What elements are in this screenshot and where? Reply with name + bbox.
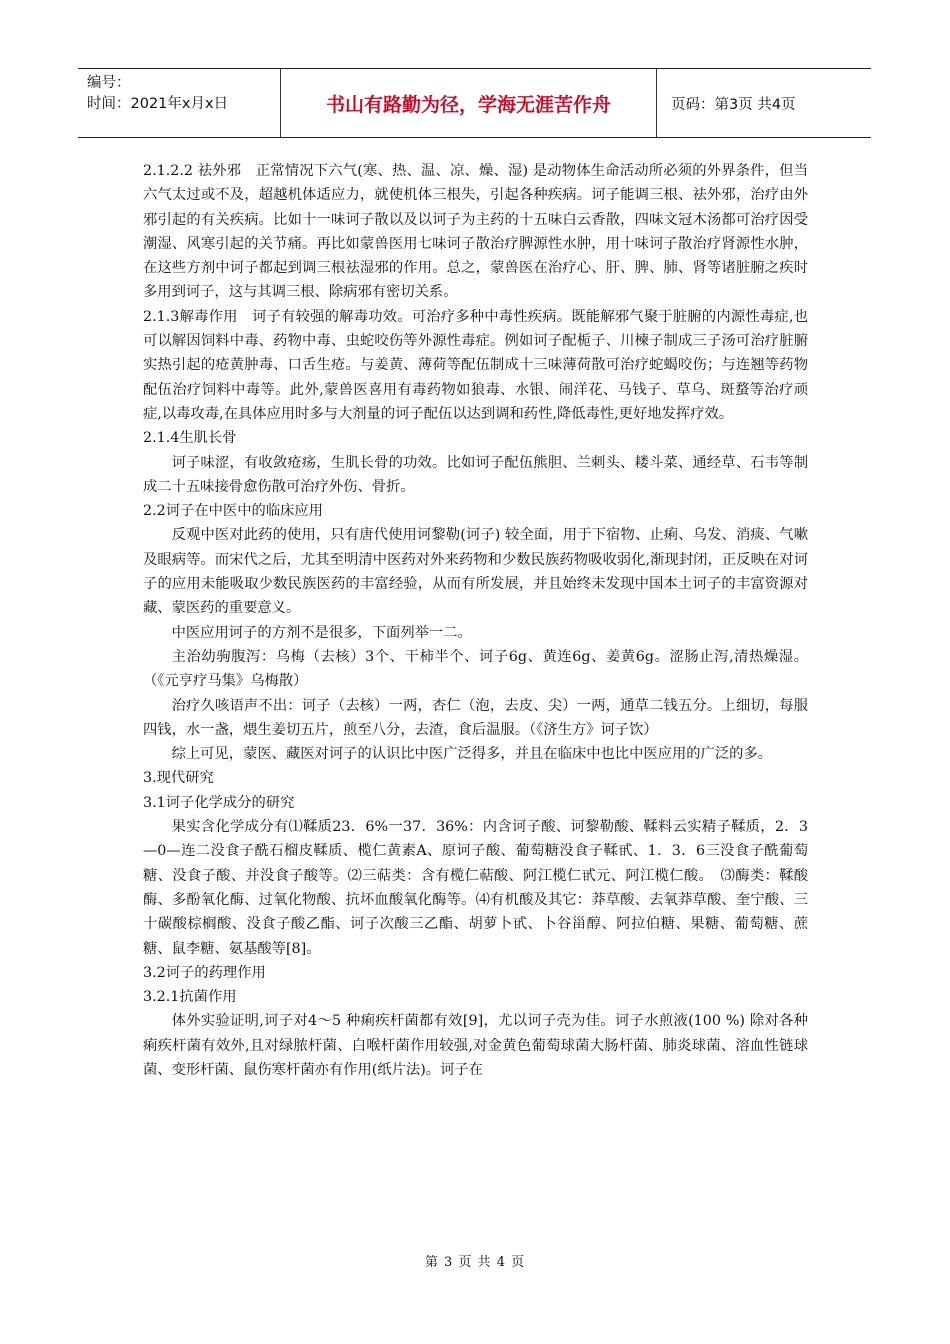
paragraph: 体外实验证明,诃子对4～5 种痢疾杆菌都有效[9]，尤以诃子壳为佳。诃子水煎液(100 %) 除对各种痢疾杆菌有效外,且对绿脓杆菌、白喉杆菌作用较强,对金黄色葡萄球菌大肠杆菌、肺炎球菌、溶血性链球菌、变形杆菌、鼠伤寒杆菌亦有作用(纸片法)。诃子在 (143, 1013, 808, 1078)
header-motto: 书山有路勤为径，学海无涯苦作舟 (280, 69, 657, 137)
section-heading: 3.2诃子的药理作用 (143, 964, 266, 981)
paragraph: 中医应用诃子的方剂不是很多，下面列举一二。 (171, 624, 472, 641)
paragraph: 主治幼驹腹泻：乌梅（去核）3个、干柿半个、诃子6g、黄连6g、姜黄6g。涩肠止泻,清热燥湿。（《元亨疗马集》乌梅散） (143, 648, 808, 690)
page-header (78, 68, 871, 138)
header-meta (78, 69, 280, 137)
document-number-label: 编号： (87, 75, 131, 91)
section-heading: 3.2.1抗菌作用 (143, 989, 237, 1006)
paragraph: 果实含化学成分有⑴鞣质23．6%一37．36%：内含诃子酸、诃黎勒酸、鞣料云实精子鞣质，2．3—0—连二没食子酰石榴皮鞣质、榄仁黄素A、原诃子酸、葡萄糖没食子鞣甙、1．3．6三没食子酰葡萄糖、没食子酸、并没食子酸等。⑵三萜类：含有榄仁萜酸、阿江榄仁甙元、阿江榄仁酸。 ⑶酶类：鞣酸酶、多酚氧化酶、过氧化物酸、抗坏血酸氧化酶等。⑷有机酸及其它：莽草酸、去氧莽草酸、奎宁酸、三十碳酸棕榈酸、没食子酸乙酯、诃子次酸三乙酯、胡萝卜甙、卜谷甾醇、阿拉伯糖、果糖、葡萄糖、蔗糖、鼠李糖、氨基酸等[8]。 (143, 819, 808, 957)
section-heading: 2.2诃子在中医中的临床应用 (143, 503, 324, 520)
paragraph: 综上可见，蒙医、藏医对诃子的认识比中医广泛得多，并且在临床中也比中医应用的广泛的多。 (171, 746, 773, 763)
paragraph: 2.1.2.2 祛外邪 正常情况下六气(寒、热、温、凉、燥、湿) 是动物体生命活动所必须的外界条件，但当六气太过或不及，超越机体适应力，就使机体三根失，引起各种疾病。诃子能调三根、祛外邪，治疗由外邪引起的有关疾病。比如十一味诃子散以及以诃子为主药的十五味白云香散，四味文冠木汤都可治疗因受潮湿、风寒引起的关节痛。再比如蒙兽医用七味诃子散治疗脾源性水肿，用十味诃子散治疗肾源性水肿，在这些方剂中诃子都起到调三根祛湿邪的作用。总之，蒙兽医在治疗心、肝、脾、肺、肾等诸脏腑之疾时多用到诃子，这与其调三根、除病邪有密切关系。 (143, 163, 808, 301)
header-page-number: 页码：第3页 共4页 (671, 96, 796, 113)
paragraph: 治疗久咳语声不出：诃子（去核）一两，杏仁（泡，去皮、尖）一两，通草二钱五分。上细切，每服四钱，水一盏，煨生姜切五片，煎至八分，去渣，食后温服。（《济生方》诃子饮） (143, 697, 808, 738)
paragraph: 诃子味涩，有收敛疮疡，生肌长骨的功效。比如诃子配伍熊胆、兰刺头、耧斗菜、通经草、石韦等制成二十五味接骨愈伤散可治疗外伤、骨折。 (143, 454, 808, 495)
section-heading: 3.现代研究 (143, 770, 214, 787)
section-heading: 3.1诃子化学成分的研究 (143, 794, 295, 811)
document-date-label: 时间：2021年x月x日 (87, 96, 229, 112)
section-heading: 2.1.4生肌长骨 (143, 430, 237, 447)
document-body (143, 159, 808, 1082)
page-footer: 第 3 页 共 4 页 (424, 1255, 526, 1270)
paragraph: 反观中医对此药的使用，只有唐代使用诃黎勒(诃子) 较全面，用于下宿物、止痢、乌发、消痰、气嗽及眼病等。而宋代之后，尤其至明清中医药对外来药物和少数民族药物吸收弱化,渐现封闭，正反映在对诃子的应用未能吸取少数民族医药的丰富经验，从而有所发展，并且始终未发现中国本土诃子的丰富资源对藏、蒙医药的重要意义。 (143, 527, 808, 617)
paragraph: 2.1.3解毒作用 诃子有较强的解毒功效。可治疗多种中毒性疾病。既能解邪气聚于脏腑的内源性毒症,也可以解因饲料中毒、药物中毒、虫蛇咬伤等外源性毒症。例如诃子配栀子、川楝子制成三子汤可治疗脏腑实热引起的疮黄肿毒、口舌生疮。与姜黄、薄荷等配伍制成十三味薄荷散可治疗蛇蝎咬伤；与连翘等药物配伍治疗饲料中毒等。此外,蒙兽医喜用有毒药物如狼毒、水银、闹洋花、马钱子、草乌、斑蝥等治疗顽症,以毒攻毒,在具体应用时多与大剂量的诃子配伍以达到调和药性,降低毒性,更好地发挥疗效。 (143, 308, 808, 422)
